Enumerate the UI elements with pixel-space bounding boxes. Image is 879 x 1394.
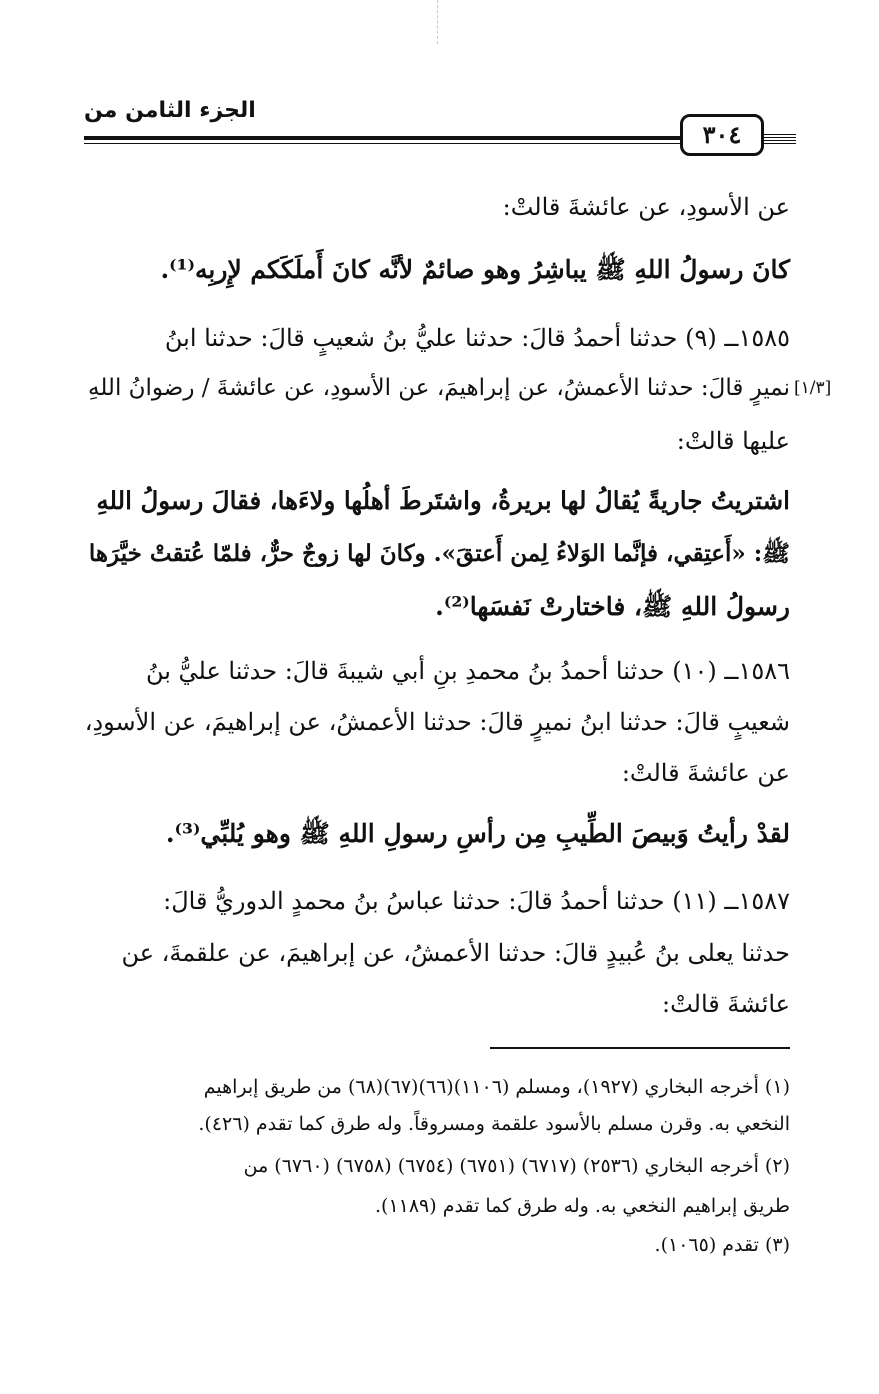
text-line: عليها قالتْ: [676,427,790,455]
header-rule-ornament [764,134,796,146]
manuscript-folio-ref: [١/٣] [794,378,832,398]
header-rule-thin [84,143,684,144]
header-rule-thick [84,136,684,140]
page-header [84,96,796,166]
isnad-line: شعيبٍ قالَ: حدثنا ابنُ نميرٍ قالَ: حدثنا الأعمشُ، عن إبراهيمَ، عن الأسودِ، [84,708,790,736]
hadith-text-line: كانَ رسولُ اللهِ ﷺ يباشِرُ وهو صائمٌ لأنَّه كانَ أَملَكَكم لإِربِه⁽¹⁾. [160,255,790,284]
running-title: الجزء الثامن من [84,98,256,123]
isnad-line: ١٥٨٥ــ (٩) حدثنا أحمدُ قالَ: حدثنا عليُّ بنُ شعيبٍ قالَ: حدثنا ابنُ [164,324,790,352]
page-number: ٣٠٤ [680,114,764,156]
footnote-line: النخعي به. وقرن مسلم بالأسود علقمة ومسروقاً. وله طرق كما تقدم (٤٢٦). [198,1113,790,1135]
hadith-text-line: اشتريتُ جاريةً يُقالُ لها بريرةُ، واشتَرطَ أهلُها ولاءَها، فقالَ رسولُ اللهِ [96,486,790,515]
isnad-line: حدثنا يعلى بنُ عُبيدٍ قالَ: حدثنا الأعمشُ، عن إبراهيمَ، عن علقمةَ، عن [121,939,790,967]
footnote-line: طريق إبراهيم النخعي به. وله طرق كما تقدم (١١٨٩). [374,1195,790,1217]
footnote-line: (٢) أخرجه البخاري (٢٥٣٦) (٦٧١٧) (٦٧٥١) (٦٧٥٤) (٦٧٥٨) (٦٧٦٠) من [243,1155,790,1177]
text-line: عن عائشةَ قالتْ: [621,759,790,787]
isnad-line: ١٥٨٦ــ (١٠) حدثنا أحمدُ بنُ محمدِ بنِ أبي شيبةَ قالَ: حدثنا عليُّ بنُ [145,657,790,685]
isnad-line: ١٥٨٧ــ (١١) حدثنا أحمدُ قالَ: حدثنا عباسُ بنُ محمدٍ الدوريُّ قالَ: [163,887,790,915]
footnote-separator [490,1047,790,1049]
gutter-line [437,0,439,44]
hadith-text-line: ﷺ: «أَعتِقي، فإنَّما الوَلاءُ لِمن أَعتقَ». وكانَ لها زوجٌ حرٌّ، فلمّا عُتقتْ خيَّرَها [88,540,790,567]
footnote-line: (١) أخرجه البخاري (١٩٢٧)، ومسلم (١١٠٦)(٦٦)(٦٧)(٦٨) من طريق إبراهيم [203,1076,790,1098]
hadith-text-line: لقدْ رأيتُ وَبيصَ الطِّيبِ مِن رأسِ رسولِ اللهِ ﷺ وهو يُلبِّي⁽³⁾. [165,819,790,848]
isnad-line: نميرٍ قالَ: حدثنا الأعمشُ، عن إبراهيمَ، عن الأسودِ، عن عائشةَ / رضوانُ اللهِ [87,375,790,401]
text-line: عائشةَ قالتْ: [662,990,790,1018]
hadith-text-line: رسولُ اللهِ ﷺ، فاختارتْ نَفسَها⁽²⁾. [435,592,790,621]
footnote-line: (٣) تقدم (١٠٦٥). [654,1234,790,1256]
text-line: عن الأسودِ، عن عائشةَ قالتْ: [502,193,790,221]
